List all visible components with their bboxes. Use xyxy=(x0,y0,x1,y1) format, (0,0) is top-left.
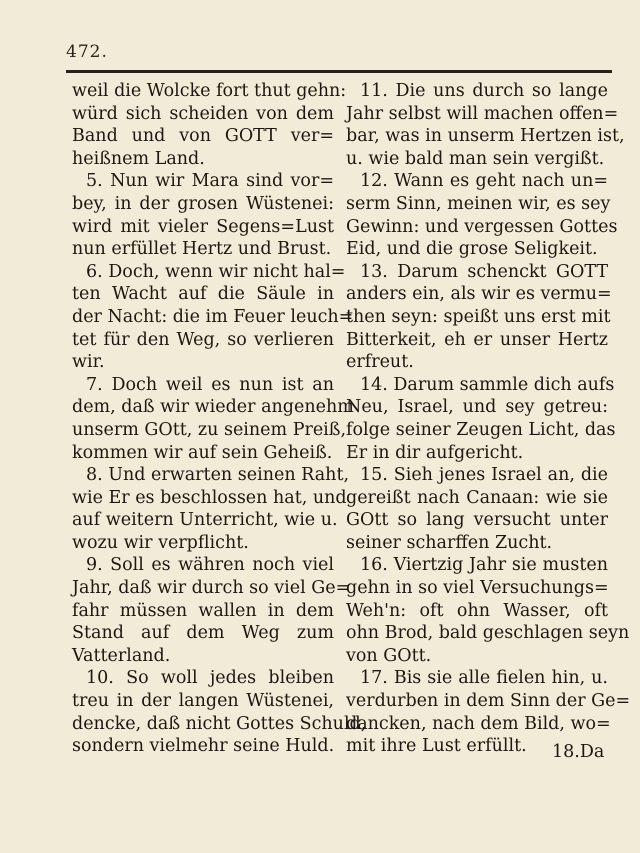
text-line: 12. Wann es geht nach un= xyxy=(360,171,608,192)
page-number: 472. xyxy=(66,42,108,62)
text-line: dem, daß wir wieder angenehm xyxy=(72,397,354,418)
text-line: Jahr selbst will machen offen= xyxy=(346,103,619,124)
text-line: 5. Nun wir Mara sind vor= xyxy=(86,171,334,192)
text-line: erfreut. xyxy=(346,352,414,373)
text-line: fahr müssen wallen in dem xyxy=(72,600,334,621)
text-line: Stand auf dem Weg zum xyxy=(72,623,334,644)
text-line: treu in der langen Wüstenei, xyxy=(72,691,334,712)
text-line: wie Er es beschlossen hat, und xyxy=(72,487,347,508)
text-line: 15. Sieh jenes Israel an, die xyxy=(360,465,608,486)
text-line: sondern vielmehr seine Huld. xyxy=(72,736,335,757)
text-line: wird mit vieler Segens=Lust xyxy=(72,216,334,237)
text-line: tet für den Weg, so verlieren xyxy=(72,329,334,350)
text-line: ten Wacht auf die Säule in xyxy=(72,284,334,305)
text-line: 10. So woll jedes bleiben xyxy=(86,668,334,689)
text-line: Er in dir aufgericht. xyxy=(346,442,524,463)
text-line: kommen wir auf sein Geheiß. xyxy=(72,442,333,463)
text-line: dencke, daß nicht Gottes Schuld, xyxy=(72,713,367,734)
text-line: gehn in so viel Versuchungs= xyxy=(346,578,609,599)
text-line: 13. Darum schenckt GOTT xyxy=(360,261,608,282)
text-line: mit ihre Lust erfüllt. xyxy=(346,736,527,757)
text-line: wir. xyxy=(72,352,105,373)
text-line: Band und von GOTT ver= xyxy=(72,126,334,147)
text-line: weil die Wolcke fort thut gehn: xyxy=(72,81,347,101)
text-line: Jahr, daß wir durch so viel Ge= xyxy=(72,578,351,599)
text-line: verdurben in dem Sinn der Ge= xyxy=(346,691,631,712)
text-line: auf weitern Unterricht, wie u. xyxy=(72,510,338,531)
text-line: 17. Bis sie alle fielen hin, u. xyxy=(360,668,608,689)
text-line: bar, was in unserm Hertzen ist, xyxy=(346,126,625,147)
text-line: GOtt so lang versucht unter xyxy=(346,510,608,531)
text-line: 7. Doch weil es nun ist an xyxy=(86,374,334,395)
text-line: Eid, und die grose Seligkeit. xyxy=(346,239,598,260)
text-line: gereißt nach Canaan: wie sie xyxy=(346,487,608,508)
text-line: Neu, Israel, und sey getreu: xyxy=(346,397,608,418)
text-line: Weh'n: oft ohn Wasser, oft xyxy=(346,600,608,621)
text-line: Bitterkeit, eh er unser Hertz xyxy=(346,329,608,350)
text-line: dancken, nach dem Bild, wo= xyxy=(346,713,611,734)
text-line: folge seiner Zeugen Licht, das xyxy=(346,419,616,440)
text-line: 9. Soll es währen noch viel xyxy=(86,555,334,576)
text-line: würd sich scheiden von dem xyxy=(72,103,334,124)
text-line: ohn Brod, bald geschlagen seyn xyxy=(346,623,630,644)
text-line: bey, in der grosen Wüstenei: xyxy=(72,193,334,214)
text-line: then seyn: speißt uns erst mit xyxy=(346,306,611,327)
catchword: 18.Da xyxy=(552,742,605,762)
text-line: anders ein, als wir es vermu= xyxy=(346,284,612,305)
text-line: u. wie bald man sein vergißt. xyxy=(346,148,605,169)
text-line: 16. Viertzig Jahr sie musten xyxy=(360,555,608,576)
text-line: 14. Darum sammle dich aufs xyxy=(360,374,615,395)
text-line: nun erfüllet Hertz und Brust. xyxy=(72,239,332,260)
text-line: wozu wir verpflicht. xyxy=(72,532,249,553)
text-line: Vatterland. xyxy=(72,645,171,666)
text-line: unserm GOtt, zu seinem Preiß, xyxy=(72,419,347,440)
left-column xyxy=(72,80,367,758)
right-column xyxy=(346,80,631,758)
header-rule xyxy=(66,70,612,73)
text-line: 8. Und erwarten seinen Raht, xyxy=(86,465,350,486)
text-line: der Nacht: die im Feuer leuch= xyxy=(72,306,354,327)
text-line: serm Sinn, meinen wir, es sey xyxy=(346,193,611,214)
text-line: von GOtt. xyxy=(346,645,432,666)
text-line: 11. Die uns durch so lange xyxy=(360,81,608,101)
text-line: Gewinn: und vergessen Gottes xyxy=(346,216,618,237)
text-line: 6. Doch, wenn wir nicht hal= xyxy=(86,261,346,282)
text-line: seiner scharffen Zucht. xyxy=(346,532,553,553)
text-line: heißnem Land. xyxy=(72,148,205,169)
